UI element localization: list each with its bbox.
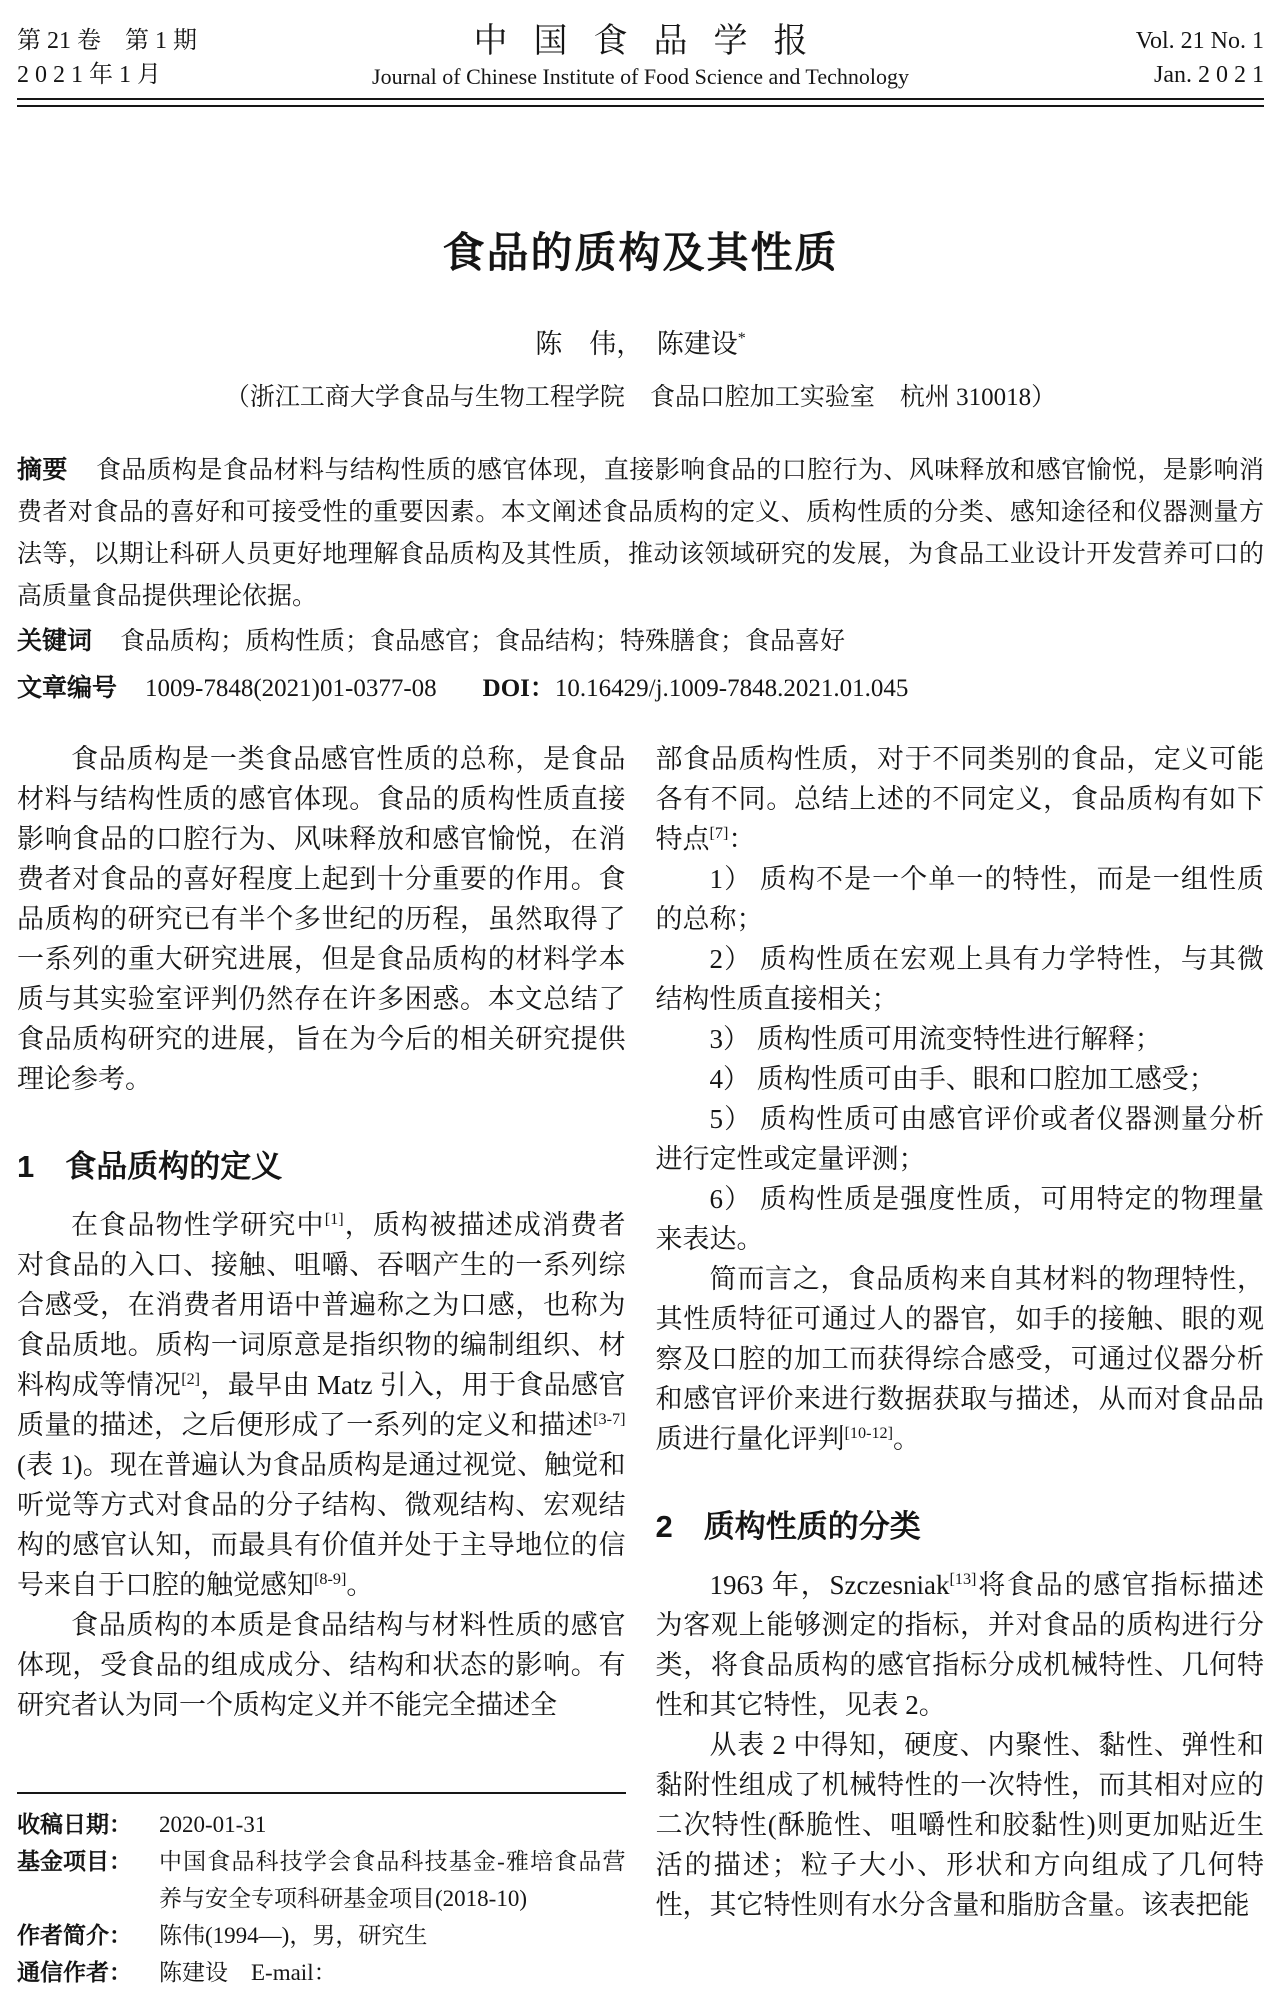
volume-issue-cn: 第 21 卷 第 1 期 bbox=[17, 28, 197, 54]
article-title: 食品的质构及其性质 bbox=[442, 229, 839, 276]
footnote-block bbox=[17, 1792, 626, 1991]
volume-issue-en: Vol. 21 No. 1 bbox=[1135, 28, 1264, 54]
footnote-text: 中国食品科技学会食品科技基金-雅培食品营养与安全专项科研基金项目(2018-10) bbox=[159, 1849, 626, 1911]
affiliation-line: （浙江工商大学食品与生物工程学院 食品口腔加工实验室 杭州 310018） bbox=[224, 384, 1057, 411]
numbered-item: 3） 质构性质可用流变特性进行解释； bbox=[709, 1024, 1162, 1054]
article-number-label: 文章编号 bbox=[17, 674, 118, 702]
journal-name-en: Journal of Chinese Institute of Food Science and Technology bbox=[372, 64, 909, 89]
body-paragraph: 在食品物性学研究中[1]，质构被描述成消费者对食品的入口、接触、咀嚼、吞咽产生的一系列综合感受，在消费者用语中普遍称之为口感，也称为食品质地。质构一词原意是指织物的编制组织、材料构成等情况[2]，最早由 Matz 引入，用于食品感官质量的描述，之后便形成了一系列的定义和描述[3-7](表 1)。现在普遍认为食品质构是通过视觉、触觉和听觉等方式对食品的分子结构、微观结构、宏观结构的感官认知，而最具有价值并处于主导地位的信号来自于口腔的触觉感知[8-9]。 bbox=[17, 1210, 626, 1600]
corresponding-author-mark: * bbox=[737, 330, 746, 347]
article-number-value: 1009-7848(2021)01-0377-08 bbox=[145, 675, 437, 702]
doi-label: DOI： bbox=[482, 675, 555, 702]
footnote-row-funding bbox=[17, 1843, 626, 1917]
left-column bbox=[17, 739, 626, 1991]
journal-name-cn: 中国食品学报 bbox=[473, 23, 834, 60]
header-issue-block-cn bbox=[17, 24, 277, 92]
body-paragraph: 1963 年，Szczesniak[13]将食品的感官指标描述为客观上能够测定的指标，并对食品的质构进行分类，将食品质构的感官指标分成机械特性、几何特性和其它特性，见表 2。 bbox=[655, 1570, 1264, 1720]
date-en: Jan. 2 0 2 1 bbox=[1154, 62, 1264, 88]
numbered-item: 5） 质构性质可由感官评价或者仪器测量分析进行定性或定量评测； bbox=[655, 1104, 1264, 1174]
header-issue-block-en bbox=[1004, 24, 1264, 92]
article-number-block bbox=[17, 668, 1264, 709]
journal-title-block bbox=[277, 24, 1004, 93]
footnote-label: 通信作者： bbox=[17, 1959, 132, 1985]
body-paragraph: 从表 2 中得知，硬度、内聚性、黏性、弹性和黏附性组成了机械特性的一次特性，而其相对应的二次特性(酥脆性、咀嚼性和胶黏性)则更加贴近生活的描述；粒子大小、形状和方向组成了几何特性，其它特性则有水分含量和脂肪含量。该表把能 bbox=[655, 1730, 1264, 1920]
footnote-text: 陈伟(1994—)，男，研究生 bbox=[159, 1923, 428, 1948]
footnote-text: 2020-01-31 bbox=[159, 1812, 267, 1837]
body-paragraph: 简而言之，食品质构来自其材料的物理特性，其性质特征可通过人的器官，如手的接触、眼的观察及口腔的加工而获得综合感受，可通过仪器分析和感官评价来进行数据获取与描述，从而对食品品质进行量化评判[10-12]。 bbox=[655, 1264, 1264, 1454]
date-cn: 2 0 2 1 年 1 月 bbox=[17, 62, 161, 88]
footnote-row-received bbox=[17, 1806, 626, 1843]
footnote-row-author-bio bbox=[17, 1917, 626, 1954]
authors-line bbox=[17, 329, 1264, 359]
body-paragraph: 食品质构的本质是食品结构与材料性质的感官体现，受食品的组成成分、结构和状态的影响。有研究者认为同一个质构定义并不能完全描述全 bbox=[17, 1610, 626, 1720]
abstract-label: 摘要 bbox=[17, 456, 68, 484]
footnote-label: 作者简介： bbox=[17, 1922, 132, 1948]
body-paragraph: 食品质构是一类食品感官性质的总称，是食品材料与结构性质的感官体现。食品的质构性质直接影响食品的口腔行为、风味释放和感官愉悦，在消费者对食品的喜好程度上起到十分重要的作用。食品质构的研究已有半个多世纪的历程，虽然取得了一系列的重大研究进展，但是食品质构的材料学本质与其实验室评判仍然存在许多困惑。本文总结了食品质构研究的进展，旨在为今后的相关研究提供理论参考。 bbox=[17, 744, 626, 1094]
section-heading-1: 1 食品质构的定义 bbox=[17, 1149, 283, 1184]
footnote-label: 收稿日期： bbox=[17, 1811, 132, 1837]
header-divider bbox=[17, 98, 1264, 107]
right-column bbox=[656, 739, 1265, 1991]
footnote-divider bbox=[17, 1792, 626, 1794]
numbered-item: 4） 质构性质可由手、眼和口腔加工感受； bbox=[709, 1064, 1216, 1094]
keywords-text: 食品质构；质构性质；食品感官；食品结构；特殊膳食；食品喜好 bbox=[120, 628, 846, 655]
keywords-block bbox=[17, 621, 1264, 662]
footnote-row-corresponding bbox=[17, 1954, 626, 1991]
body-paragraph: 部食品质构性质，对于不同类别的食品，定义可能各有不同。总结上述的不同定义，食品质构有如下特点[7]： bbox=[655, 744, 1264, 854]
numbered-item: 2） 质构性质在宏观上具有力学特性，与其微结构性质直接相关； bbox=[655, 944, 1264, 1014]
keywords-label: 关键词 bbox=[17, 627, 93, 655]
body-columns bbox=[17, 739, 1264, 1991]
doi-value: 10.16429/j.1009-7848.2021.01.045 bbox=[554, 675, 909, 702]
abstract-block bbox=[17, 449, 1264, 618]
footnote-text: 陈建设 E-mail： bbox=[159, 1960, 337, 1985]
numbered-item: 6） 质构性质是强度性质，可用特定的物理量来表达。 bbox=[655, 1184, 1264, 1254]
journal-header bbox=[17, 24, 1264, 93]
author-names: 陈 伟， 陈建设 bbox=[535, 329, 738, 359]
numbered-item: 1） 质构不是一个单一的特性，而是一组性质的总称； bbox=[655, 864, 1264, 934]
section-heading-2: 2 质构性质的分类 bbox=[655, 1509, 921, 1544]
footnote-label: 基金项目： bbox=[17, 1848, 132, 1874]
abstract-text: 食品质构是食品材料与结构性质的感官体现，直接影响食品的口腔行为、风味释放和感官愉悦，是影响消费者对食品的喜好和可接受性的重要因素。本文阐述食品质构的定义、质构性质的分类、感知途径和仪器测量方法等，以期让科研人员更好地理解食品质构及其性质，推动该领域研究的发展，为食品工业设计开发营养可口的高质量食品提供理论依据。 bbox=[17, 457, 1264, 610]
